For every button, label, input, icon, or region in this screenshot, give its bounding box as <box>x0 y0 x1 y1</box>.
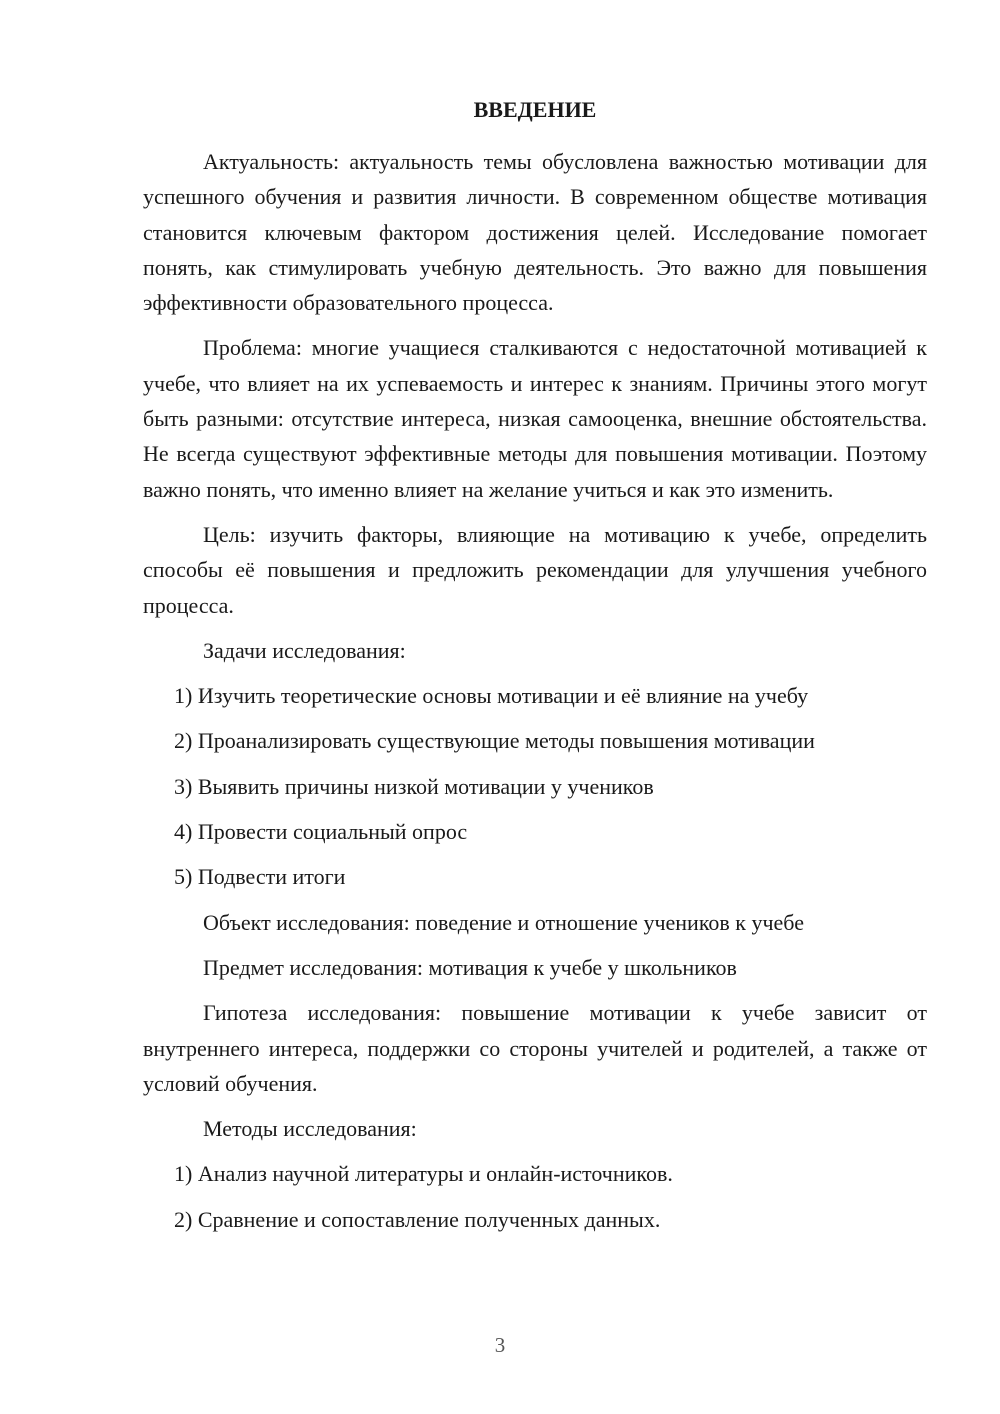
method-item-1: 1) Анализ научной литературы и онлайн-источников. <box>174 1161 673 1187</box>
research-object: Объект исследования: поведение и отношение учеников к учебе <box>203 909 804 935</box>
page-title: ВВЕДЕНИЕ <box>473 97 597 122</box>
goal-paragraph: Цель: изучить факторы, влияющие на мотивацию к учебе, определить способы её повышения и предложить рекомендации для улучшения учебного процесса. <box>143 521 927 618</box>
methods-heading: Методы исследования: <box>203 1116 417 1142</box>
problem-paragraph: Проблема: многие учащиеся сталкиваются с недостаточной мотивацией к учебе, что влияет на их успеваемость и интерес к знаниям. Причины этого могут быть разными: отсутствие интереса, низкая самооценка, внешние обстоятельства. Не всегда существуют эффективные методы для повышения мотивации. Поэтому важно понять, что именно влияет на желание учиться и как это изменить. <box>143 335 927 502</box>
tasks-heading: Задачи исследования: <box>203 637 406 663</box>
task-item-5: 5) Подвести итоги <box>174 864 346 890</box>
method-item-2: 2) Сравнение и сопоставление полученных данных. <box>174 1206 661 1232</box>
relevance-paragraph: Актуальность: актуальность темы обусловлена важностью мотивации для успешного обучения и развития личности. В современном обществе мотивация становится ключевым фактором достижения целей. Исследование помогает понять, как стимулировать учебную деятельность. Это важно для повышения эффективности образовательного процесса. <box>143 149 927 316</box>
hypothesis-paragraph: Гипотеза исследования: повышение мотивации к учебе зависит от внутреннего интереса, поддержки со стороны учителей и родителей, а также от условий обучения. <box>143 1000 927 1096</box>
task-item-3: 3) Выявить причины низкой мотивации у учеников <box>174 773 654 799</box>
task-item-4: 4) Провести социальный опрос <box>174 819 468 845</box>
research-subject: Предмет исследования: мотивация к учебе у школьников <box>203 954 737 980</box>
task-item-1: 1) Изучить теоретические основы мотивации и её влияние на учебу <box>174 683 809 709</box>
page-content <box>143 92 927 1247</box>
task-item-2: 2) Проанализировать существующие методы повышения мотивации <box>174 728 815 754</box>
page-number: 3 <box>494 1333 506 1357</box>
